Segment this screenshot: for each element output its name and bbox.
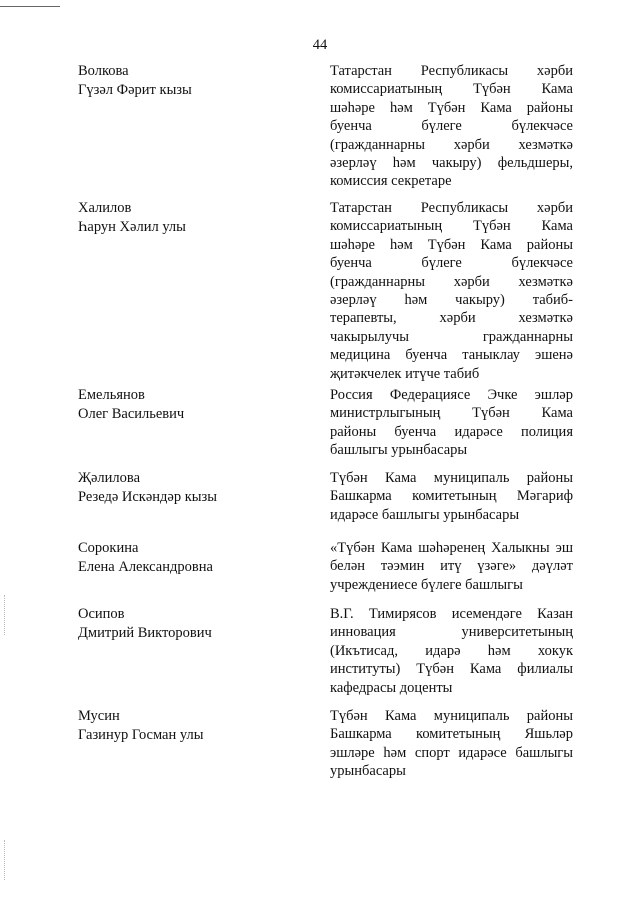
position-line: Түбән Кама муниципаль районы [330,708,573,724]
position-line: Татарстан Республикасы хәрби [330,63,573,79]
member-surname: Сорокина [78,540,139,556]
member-surname: Мусин [78,708,120,724]
position-line: районы буенча идарәсе полиция [330,423,573,440]
position-line: комиссия секретаре [330,173,452,190]
position-line: урынбасары [330,763,406,780]
member-name [78,62,298,100]
member-name [78,539,298,577]
top-rule [0,6,60,7]
position-line: Башкарма комитетының Мәгариф [330,488,573,505]
position-line: терапевты, хәрби хезмәткә [330,310,573,327]
member-surname: Волкова [78,63,129,79]
position-line: (гражданнарны хәрби хезмәткә [330,136,573,153]
member-name [78,386,298,424]
member-given-name: Газинур Госман улы [78,727,204,743]
member-position [330,469,573,524]
position-line: буенча бүлеге бүлекчәсе [330,255,573,272]
member-given-name: Һарун Хәлил улы [78,219,186,235]
position-line: белән тәэмин итү үзәге» дәүләт [330,558,573,575]
position-line: җитәкчелек итүче табиб [330,365,480,382]
member-name [78,199,298,237]
position-line: (Икътисад, идарә һәм хокук [330,642,573,659]
member-given-name: Олег Васильевич [78,406,185,422]
member-position [330,199,573,383]
member-position [330,62,573,191]
position-line: комиссариатының Түбән Кама [330,81,573,98]
position-line: эшләре һәм спорт идарәсе башлыгы [330,744,573,761]
position-line: Россия Федерациясе Эчке эшләр [330,387,573,403]
page-number: 44 [312,37,328,53]
member-name [78,707,298,745]
position-line: шәһәре һәм Түбән Кама районы [330,236,573,253]
position-line: (гражданнарны хәрби хезмәткә [330,273,573,290]
member-position [330,707,573,781]
position-line: министрлыгының Түбән Кама [330,405,573,422]
position-line: «Түбән Кама шәһәренең Халыкны эш [330,540,573,556]
member-surname: Емельянов [78,387,145,403]
position-line: идарәсе башлыгы урынбасары [330,506,520,523]
position-line: В.Г. Тимирясов исемендәге Казан [330,606,573,622]
position-line: Татарстан Республикасы хәрби [330,200,573,216]
position-line: башлыгы урынбасары [330,442,468,459]
position-line: инновация университетының [330,624,573,641]
member-given-name: Елена Александровна [78,559,213,575]
position-line: әзерләү һәм чакыру) табиб- [330,292,573,309]
position-line: институты) Түбән Кама филиалы [330,661,573,678]
member-given-name: Дмитрий Викторович [78,625,212,641]
position-line: буенча бүлеге бүлекчәсе [330,118,573,135]
member-surname: Җәлилова [78,470,141,486]
position-line: учреждениесе бүлеге башлыгы [330,576,523,593]
margin-dots-lower [4,840,5,880]
member-surname: Осипов [78,606,125,622]
margin-dots-upper [4,595,5,635]
member-surname: Халилов [78,200,132,216]
position-line: Түбән Кама муниципаль районы [330,470,573,486]
member-name [78,605,298,643]
member-position [330,539,573,594]
member-position [330,605,573,697]
member-position [330,386,573,460]
position-line: медицина буенча таныклау эшенә [330,347,573,364]
position-line: шәһәре һәм Түбән Кама районы [330,99,573,116]
member-given-name: Гүзәл Фәрит кызы [78,82,192,98]
position-line: Башкарма комитетының Яшьләр [330,726,573,743]
member-name [78,469,298,507]
position-line: чакырылучы гражданнарны [330,328,573,345]
position-line: кафедрасы доценты [330,679,453,696]
member-given-name: Резедә Искәндәр кызы [78,489,217,505]
position-line: комиссариатының Түбән Кама [330,218,573,235]
position-line: әзерләү һәм чакыру) фельдшеры, [330,155,573,172]
